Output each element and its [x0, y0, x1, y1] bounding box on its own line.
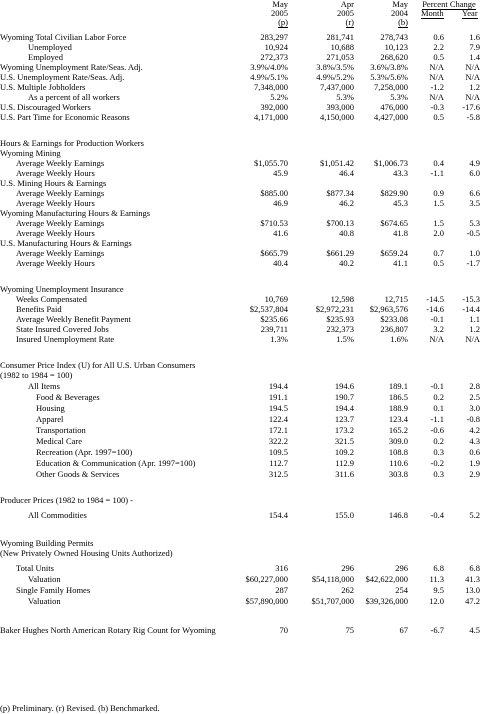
cell-value: 7.9	[469, 42, 480, 52]
cell-value: 122.4	[268, 414, 288, 424]
cell-value: 123.7	[334, 414, 354, 424]
cell-value: 311.6	[335, 469, 354, 479]
row-label: U.S. Part Time for Economic Reasons	[0, 112, 130, 122]
table-row	[0, 92, 482, 102]
cell-value: 322.2	[268, 436, 288, 446]
table-row	[0, 188, 482, 198]
cell-value: 0.2	[433, 436, 444, 446]
row-label: U.S. Unemployment Rate/Seas. Adj.	[0, 72, 125, 82]
table-row	[0, 625, 482, 635]
row-label: Other Goods & Services	[36, 469, 120, 479]
cell-value: -1.1	[430, 414, 444, 424]
table-row	[0, 248, 482, 258]
cell-value: $2,537,804	[249, 304, 288, 314]
cell-value: -5.8	[466, 112, 480, 122]
table-row	[0, 198, 482, 208]
cell-value: 6.8	[469, 563, 480, 573]
cell-value: N/A	[465, 72, 480, 82]
cell-value: 0.9	[433, 188, 444, 198]
cell-value: $39,326,000	[365, 596, 408, 606]
cell-value: 7,437,000	[320, 82, 354, 92]
cell-value: 9.5	[433, 585, 444, 595]
table-row	[0, 218, 482, 228]
cell-value: 0.3	[433, 469, 444, 479]
cell-value: 10,123	[384, 42, 408, 52]
cell-value: $661.29	[326, 248, 354, 258]
cell-value: 2.0	[433, 228, 444, 238]
row-label: Average Weekly Hours	[16, 258, 95, 268]
cell-value: 392,000	[260, 102, 288, 112]
cell-value: -0.1	[430, 314, 444, 324]
cell-value: 1.5	[433, 218, 444, 228]
cell-value: N/A	[429, 62, 444, 72]
cell-value: 1.6%	[390, 334, 408, 344]
cell-value: 2.5	[469, 392, 480, 402]
cell-value: 312.5	[268, 469, 288, 479]
cell-value: $235.93	[326, 314, 354, 324]
row-label: Insured Unemployment Rate	[16, 334, 115, 344]
cell-value: 1.2	[469, 324, 480, 334]
cell-value: 108.8	[388, 447, 408, 457]
cell-value: -0.4	[430, 510, 444, 520]
cell-value: 4.9%/5.1%	[250, 72, 288, 82]
cell-value: 4.2	[469, 425, 480, 435]
table-row	[0, 458, 482, 468]
cell-value: 1.5%	[336, 334, 354, 344]
cell-value: 296	[341, 563, 354, 573]
row-label: Producer Prices (1982 to 1984 = 100) -	[0, 495, 133, 505]
table-row	[0, 447, 482, 457]
cell-value: $829.90	[380, 188, 408, 198]
table-row	[0, 284, 482, 294]
table-row	[0, 158, 482, 168]
table-row	[0, 563, 482, 573]
cell-value: 6.8	[433, 563, 444, 573]
row-label: Single Family Homes	[16, 585, 91, 595]
cell-value: 1.5	[433, 198, 444, 208]
cell-value: -0.1	[430, 381, 444, 391]
cell-value: 67	[399, 625, 408, 635]
table-row	[0, 585, 482, 595]
cell-value: 2.9	[469, 469, 480, 479]
cell-value: N/A	[465, 334, 480, 344]
cell-value: 110.6	[389, 458, 408, 468]
cell-value: 4,150,000	[320, 112, 354, 122]
cell-value: 112.9	[335, 458, 354, 468]
cell-value: 13.0	[465, 585, 480, 595]
table-row	[0, 370, 482, 380]
cell-value: 190.7	[334, 392, 354, 402]
row-label: Education & Communication (Apr. 1997=100)	[36, 458, 196, 468]
header-month: Apr	[340, 0, 354, 9]
cell-value: 1.2	[469, 82, 480, 92]
header-tag: (r)	[345, 17, 354, 27]
cell-value: 43.3	[393, 168, 408, 178]
cell-value: 3.9%/4.0%	[250, 62, 288, 72]
row-label: Average Weekly Hours	[16, 228, 95, 238]
cell-value: 2.8	[469, 381, 480, 391]
table-row	[0, 32, 482, 42]
cell-value: 476,000	[380, 102, 408, 112]
cell-value: 189.1	[388, 381, 408, 391]
cell-value: 46.9	[273, 198, 288, 208]
cell-value: $877.34	[326, 188, 354, 198]
cell-value: 123.4	[388, 414, 408, 424]
cell-value: 0.5	[433, 52, 444, 62]
table-row	[0, 381, 482, 391]
cell-value: N/A	[429, 92, 444, 102]
cell-value: -15.3	[462, 294, 480, 304]
row-label: Food & Beverages	[36, 392, 100, 402]
header-col-may-2005	[271, 0, 288, 28]
cell-value: 2.2	[433, 42, 444, 52]
cell-value: 0.3	[433, 447, 444, 457]
cell-value: 154.4	[268, 510, 288, 520]
header-col-may-2004	[391, 0, 408, 28]
table-row	[0, 42, 482, 52]
cell-value: 47.2	[465, 596, 480, 606]
row-label: Employed	[28, 52, 63, 62]
table-row	[0, 62, 482, 72]
cell-value: 41.1	[393, 258, 408, 268]
cell-value: 287	[275, 585, 288, 595]
row-label: Wyoming Unemployment Rate/Seas. Adj.	[0, 62, 143, 72]
table-row	[0, 112, 482, 122]
cell-value: 1.0	[469, 248, 480, 258]
cell-value: 12.0	[429, 596, 444, 606]
row-label: Weeks Compensated	[16, 294, 87, 304]
table-row	[0, 294, 482, 304]
cell-value: 5.2%	[270, 92, 288, 102]
cell-value: -0.3	[430, 102, 444, 112]
row-label: Baker Hughes North American Rotary Rig Count for Wyoming	[0, 625, 216, 635]
cell-value: $57,890,000	[245, 596, 288, 606]
header-tag: (b)	[398, 17, 408, 27]
cell-value: $1,051.42	[320, 158, 354, 168]
header-year: 2004	[391, 8, 408, 18]
row-label: Wyoming Building Permits	[0, 538, 94, 548]
table-row	[0, 324, 482, 334]
cell-value: 3.8%/3.5%	[316, 62, 354, 72]
table-row	[0, 148, 482, 158]
cell-value: -17.6	[462, 102, 480, 112]
row-label: (New Privately Owned Housing Units Authorized)	[0, 548, 173, 558]
cell-value: 4.9%/5.2%	[316, 72, 354, 82]
cell-value: 239,711	[260, 324, 288, 334]
table-row	[0, 469, 482, 479]
cell-value: 0.4	[433, 158, 444, 168]
cell-value: 194.6	[334, 381, 354, 391]
cell-value: $42,622,000	[365, 574, 408, 584]
cell-value: 321.5	[334, 436, 354, 446]
cell-value: 4.9	[469, 158, 480, 168]
cell-value: 11.3	[429, 574, 444, 584]
cell-value: -0.6	[430, 425, 444, 435]
cell-value: 7,348,000	[254, 82, 288, 92]
cell-value: $235.66	[260, 314, 288, 324]
row-label: As a percent of all workers	[28, 92, 120, 102]
cell-value: 109.5	[268, 447, 288, 457]
cell-value: 4.3	[469, 436, 480, 446]
cell-value: 1.4	[469, 52, 480, 62]
cell-value: 46.2	[339, 198, 354, 208]
row-label: U.S. Mining Hours & Earnings	[0, 178, 107, 188]
cell-value: 12,598	[330, 294, 354, 304]
row-label: Benefits Paid	[16, 304, 62, 314]
header-year: 2005	[337, 8, 354, 18]
cell-value: 3.6%/3.8%	[370, 62, 408, 72]
cell-value: 5.3%	[390, 92, 408, 102]
row-label: Average Weekly Earnings	[16, 158, 105, 168]
cell-value: $665.79	[260, 248, 288, 258]
cell-value: 7,258,000	[374, 82, 408, 92]
cell-value: 0.7	[433, 248, 444, 258]
cell-value: 165.2	[388, 425, 408, 435]
cell-value: 309.0	[388, 436, 408, 446]
table-row	[0, 495, 482, 505]
cell-value: 5.3%/5.6%	[370, 72, 408, 82]
row-label: Average Weekly Earnings	[16, 188, 105, 198]
table-row	[0, 403, 482, 413]
cell-value: 109.2	[334, 447, 354, 457]
cell-value: -0.5	[466, 228, 480, 238]
cell-value: $1,006.73	[374, 158, 408, 168]
cell-value: $674.65	[380, 218, 408, 228]
cell-value: 0.5	[433, 258, 444, 268]
cell-value: 194.4	[268, 381, 288, 391]
cell-value: 3.0	[469, 403, 480, 413]
cell-value: -1.1	[430, 168, 444, 178]
table-row	[0, 360, 482, 370]
cell-value: 40.8	[339, 228, 354, 238]
table-row	[0, 548, 482, 558]
cell-value: 0.2	[433, 392, 444, 402]
table-row	[0, 414, 482, 424]
cell-value: 4,427,000	[374, 112, 408, 122]
cell-value: 232,373	[326, 324, 354, 334]
row-label: Medical Care	[36, 436, 83, 446]
row-label: All Items	[28, 381, 60, 391]
row-label: Consumer Price Index (U) for All U.S. Urban Consumers	[0, 360, 196, 370]
year-label: Year	[462, 8, 478, 18]
cell-value: $60,227,000	[245, 574, 288, 584]
cell-value: 191.1	[268, 392, 288, 402]
row-label: (1982 to 1984 = 100)	[0, 370, 73, 380]
cell-value: 186.5	[388, 392, 408, 402]
cell-value: 236,807	[380, 324, 408, 334]
table-row	[0, 72, 482, 82]
cell-value: 268,620	[380, 52, 408, 62]
table-row	[0, 538, 482, 548]
cell-value: -0.8	[466, 414, 480, 424]
month-label: Month	[421, 8, 444, 18]
cell-value: $233.08	[380, 314, 408, 324]
table-row	[0, 314, 482, 324]
row-label: Wyoming Unemployment Insurance	[0, 284, 124, 294]
cell-value: 5.3	[469, 218, 480, 228]
cell-value: $1,055.70	[254, 158, 288, 168]
month-subheader	[421, 9, 444, 18]
cell-value: 1.6	[469, 32, 480, 42]
cell-value: 40.4	[273, 258, 288, 268]
cell-value: 283,297	[260, 32, 288, 42]
row-label: Valuation	[28, 596, 61, 606]
row-label: U.S. Manufacturing Hours & Earnings	[0, 238, 132, 248]
cell-value: $51,707,000	[311, 596, 354, 606]
table-row	[0, 178, 482, 188]
percent-change-title: Percent Change	[422, 0, 476, 9]
cell-value: 278,743	[380, 32, 408, 42]
row-label: Average Weekly Hours	[16, 198, 95, 208]
row-label: Total Units	[16, 563, 54, 573]
row-label: Transportation	[36, 425, 86, 435]
table-row	[0, 425, 482, 435]
table-row	[0, 52, 482, 62]
cell-value: $659.24	[380, 248, 408, 258]
table-row	[0, 510, 482, 520]
cell-value: -6.7	[430, 625, 444, 635]
cell-value: 40.2	[339, 258, 354, 268]
row-label: Wyoming Mining	[0, 148, 61, 158]
cell-value: -1.7	[466, 258, 480, 268]
cell-value: 1.9	[469, 458, 480, 468]
cell-value: $710.53	[260, 218, 288, 228]
row-label: Wyoming Total Civilian Labor Force	[0, 32, 127, 42]
table-row	[0, 392, 482, 402]
cell-value: 46.4	[339, 168, 354, 178]
row-label: U.S. Multiple Jobholders	[0, 82, 86, 92]
header-month: May	[392, 0, 408, 9]
cell-value: 0.5	[433, 112, 444, 122]
row-label: Average Weekly Earnings	[16, 218, 105, 228]
table-row	[0, 304, 482, 314]
cell-value: 146.8	[388, 510, 408, 520]
cell-value: 4,171,000	[254, 112, 288, 122]
year-subheader	[462, 9, 478, 18]
cell-value: 155.0	[334, 510, 354, 520]
cell-value: 188.9	[388, 403, 408, 413]
cell-value: 194.5	[268, 403, 288, 413]
cell-value: N/A	[429, 334, 444, 344]
cell-value: 75	[345, 625, 354, 635]
cell-value: -1.2	[430, 82, 444, 92]
table-row	[0, 334, 482, 344]
cell-value: $2,972,231	[315, 304, 354, 314]
cell-value: 0.6	[469, 447, 480, 457]
cell-value: N/A	[429, 72, 444, 82]
table-row	[0, 82, 482, 92]
cell-value: 303.8	[388, 469, 408, 479]
cell-value: 5.3%	[336, 92, 354, 102]
cell-value: 4.5	[469, 625, 480, 635]
row-label: U.S. Discouraged Workers	[0, 102, 91, 112]
cell-value: $2,963,576	[369, 304, 408, 314]
cell-value: 271,053	[326, 52, 354, 62]
cell-value: 12,715	[384, 294, 408, 304]
cell-value: 41.6	[273, 228, 288, 238]
cell-value: 41.3	[465, 574, 480, 584]
cell-value: 6.0	[469, 168, 480, 178]
table-row	[0, 436, 482, 446]
table-row	[0, 168, 482, 178]
cell-value: $885.00	[260, 188, 288, 198]
table-row	[0, 574, 482, 584]
header-year: 2005	[271, 8, 288, 18]
cell-value: 45.9	[273, 168, 288, 178]
cell-value: 194.4	[334, 403, 354, 413]
row-label: Valuation	[28, 574, 61, 584]
cell-value: 70	[279, 625, 288, 635]
table-row	[0, 596, 482, 606]
cell-value: 281,741	[326, 32, 354, 42]
header-col-apr-2005	[337, 0, 354, 28]
cell-value: 45.3	[393, 198, 408, 208]
row-label: State Insured Covered Jobs	[16, 324, 109, 334]
footnote: (p) Preliminary. (r) Revised. (b) Benchmarked.	[0, 703, 160, 713]
table-row	[0, 102, 482, 112]
row-label: Average Weekly Benefit Payment	[16, 314, 131, 324]
row-label: Wyoming Manufacturing Hours & Earnings	[0, 208, 151, 218]
row-label: Hours & Earnings for Production Workers	[0, 138, 144, 148]
row-label: Recreation (Apr. 1997=100)	[36, 447, 133, 457]
cell-value: 172.1	[268, 425, 288, 435]
row-label: Average Weekly Hours	[16, 168, 95, 178]
cell-value: 316	[275, 563, 288, 573]
cell-value: 3.2	[433, 324, 444, 334]
cell-value: 254	[395, 585, 408, 595]
cell-value: 41.8	[393, 228, 408, 238]
cell-value: 1.1	[469, 314, 480, 324]
cell-value: -14.5	[426, 294, 444, 304]
cell-value: -14.4	[462, 304, 480, 314]
cell-value: 1.3%	[270, 334, 288, 344]
cell-value: 173.2	[334, 425, 354, 435]
cell-value: $700.13	[326, 218, 354, 228]
cell-value: 6.6	[469, 188, 480, 198]
row-label: Unemployed	[28, 42, 72, 52]
table-row	[0, 208, 482, 218]
cell-value: 3.5	[469, 198, 480, 208]
table-row	[0, 238, 482, 248]
cell-value: 10,924	[264, 42, 288, 52]
table-row	[0, 138, 482, 148]
row-label: Average Weekly Earnings	[16, 248, 105, 258]
row-label: Apparel	[36, 414, 64, 424]
cell-value: 0.1	[433, 403, 444, 413]
cell-value: -14.6	[426, 304, 444, 314]
cell-value: 5.2	[469, 510, 480, 520]
cell-value: 296	[395, 563, 408, 573]
row-label: All Commodities	[28, 510, 87, 520]
header-month: May	[272, 0, 288, 9]
row-label: Housing	[36, 403, 65, 413]
cell-value: 10,769	[264, 294, 288, 304]
cell-value: 112.7	[269, 458, 288, 468]
cell-value: $54,118,000	[311, 574, 354, 584]
table-row	[0, 228, 482, 238]
cell-value: N/A	[465, 92, 480, 102]
cell-value: -0.2	[430, 458, 444, 468]
cell-value: N/A	[465, 62, 480, 72]
cell-value: 10,688	[330, 42, 354, 52]
table-row	[0, 258, 482, 268]
header-tag: (p)	[278, 17, 288, 27]
cell-value: 393,000	[326, 102, 354, 112]
cell-value: 0.6	[433, 32, 444, 42]
cell-value: 272,373	[260, 52, 288, 62]
cell-value: 262	[341, 585, 354, 595]
